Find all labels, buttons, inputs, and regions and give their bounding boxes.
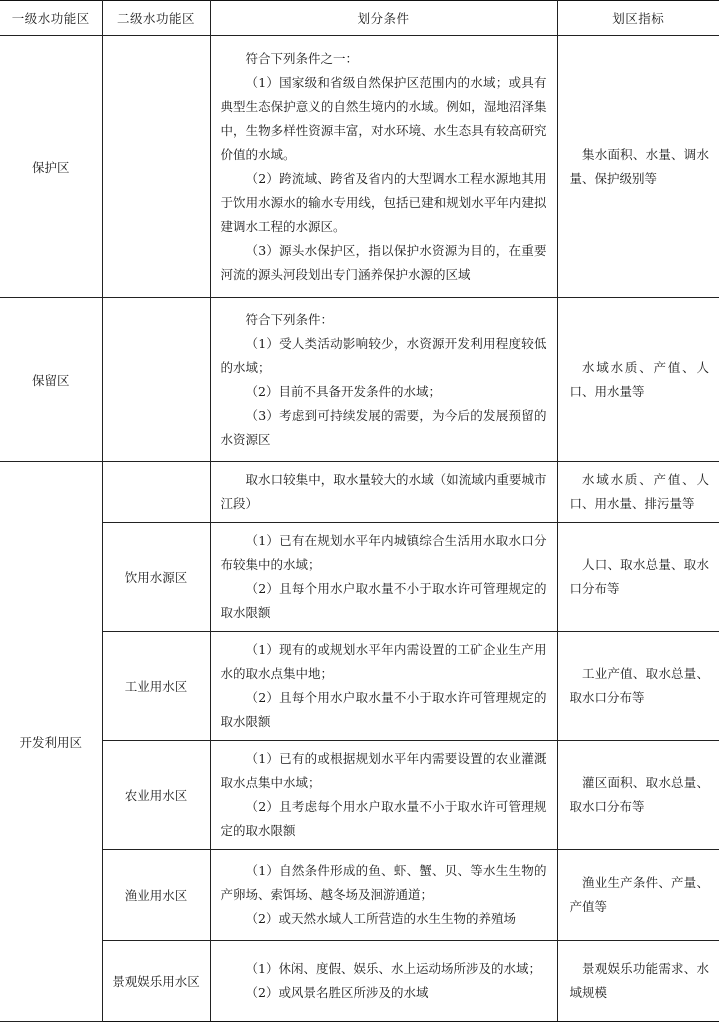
condition-text: （1）现有的或规划水平年内需设置的工矿企业生产用水的取水点集中地； bbox=[220, 642, 547, 681]
level2-industrial: 工业用水区 bbox=[102, 632, 210, 741]
condition-text: （1）已有的或根据规划水平年内需要设置的农业灌溉取水点集中水域； bbox=[220, 751, 547, 790]
level1-protection: 保护区 bbox=[0, 36, 102, 298]
table-row-development-general bbox=[0, 462, 719, 523]
conditions-landscape bbox=[210, 941, 557, 1022]
header-level2: 二级水功能区 bbox=[102, 1, 210, 36]
condition-text: 符合下列条件之一： bbox=[245, 50, 359, 66]
level2-landscape: 景观娱乐用水区 bbox=[102, 941, 210, 1022]
condition-text: （2）跨流域、跨省及省内的大型调水工程水源地其用于饮用水源水的输水专用线，包括已建和规划水平年内建拟建调水工程的水源区。 bbox=[220, 170, 547, 234]
condition-text: 取水口较集中，取水量较大的水域（如流域内重要城市江段） bbox=[220, 472, 547, 511]
condition-text: （1）国家级和省级自然保护区范围内的水域；或具有典型生态保护意义的自然生境内的水域。例如，湿地沼泽集中，生物多样性资源丰富，对水环境、水生态具有较高研究价值的水域。 bbox=[220, 74, 547, 162]
conditions-reserve bbox=[210, 298, 557, 462]
header-indicators: 划区指标 bbox=[557, 1, 719, 36]
table-row-landscape bbox=[0, 941, 719, 1022]
indicators-drinking bbox=[557, 523, 719, 632]
condition-text: 符合下列条件： bbox=[245, 311, 334, 327]
indicator-text: 灌区面积、取水总量、取水口分布等 bbox=[569, 775, 709, 814]
conditions-industrial bbox=[210, 632, 557, 741]
indicator-text: 集水面积、水量、调水量、保护级别等 bbox=[569, 146, 709, 186]
indicators-industrial bbox=[557, 632, 719, 741]
indicators-agricultural bbox=[557, 741, 719, 850]
indicator-text: 景观娱乐功能需求、水域规模 bbox=[569, 961, 709, 1000]
conditions-fishery bbox=[210, 850, 557, 941]
table-row-agricultural bbox=[0, 741, 719, 850]
condition-text: （1）已有在规划水平年内城镇综合生活用水取水口分布较集中的水域； bbox=[220, 533, 547, 572]
condition-text: （3）考虑到可持续发展的需要，为今后的发展预留的水资源区 bbox=[220, 407, 547, 447]
level2-reserve bbox=[102, 298, 210, 462]
header-level1: 一级水功能区 bbox=[0, 1, 102, 36]
conditions-agricultural bbox=[210, 741, 557, 850]
conditions-drinking bbox=[210, 523, 557, 632]
level2-agricultural: 农业用水区 bbox=[102, 741, 210, 850]
indicator-text: 渔业生产条件、产量、产值等 bbox=[569, 875, 709, 914]
indicator-text: 工业产值、取水总量、取水口分布等 bbox=[569, 666, 709, 705]
condition-text: （1）自然条件形成的鱼、虾、蟹、贝、等水生生物的产卵场、索饵场、越冬场及洄游通道； bbox=[220, 863, 547, 902]
indicators-protection bbox=[557, 36, 719, 298]
header-row bbox=[0, 1, 719, 36]
indicators-reserve bbox=[557, 298, 719, 462]
table-row-reserve bbox=[0, 298, 719, 462]
table-row-industrial bbox=[0, 632, 719, 741]
condition-text: （2）或风景名胜区所涉及的水域 bbox=[245, 985, 429, 1000]
condition-text: （2）且每个用水户取水量不小于取水许可管理规定的取水限额 bbox=[220, 581, 547, 620]
level1-reserve: 保留区 bbox=[0, 298, 102, 462]
level1-development: 开发利用区 bbox=[0, 462, 102, 1022]
conditions-development-general bbox=[210, 462, 557, 523]
indicators-fishery bbox=[557, 850, 719, 941]
level2-development-general bbox=[102, 462, 210, 523]
level2-protection bbox=[102, 36, 210, 298]
indicator-text: 水域水质、产值、人口、用水量、排污量等 bbox=[569, 472, 709, 511]
level2-fishery: 渔业用水区 bbox=[102, 850, 210, 941]
header-conditions: 划分条件 bbox=[210, 1, 557, 36]
condition-text: （1）休闲、度假、娱乐、水上运动场所涉及的水域； bbox=[245, 961, 541, 976]
indicators-development-general bbox=[557, 462, 719, 523]
condition-text: （2）且每个用水户取水量不小于取水许可管理规定的取水限额 bbox=[220, 690, 547, 729]
level2-drinking: 饮用水源区 bbox=[102, 523, 210, 632]
condition-text: （1）受人类活动影响较少，水资源开发利用程度较低的水域； bbox=[220, 335, 547, 375]
condition-text: （2）目前不具备开发条件的水域； bbox=[245, 383, 441, 399]
indicator-text: 水域水质、产值、人口、用水量等 bbox=[569, 359, 709, 399]
table-row-drinking bbox=[0, 523, 719, 632]
conditions-protection bbox=[210, 36, 557, 298]
indicators-landscape bbox=[557, 941, 719, 1022]
condition-text: （2）或天然水域人工所营造的水生生物的养殖场 bbox=[245, 911, 516, 926]
condition-text: （2）且考虑每个用水户取水量不小于取水许可管理规定的取水限额 bbox=[220, 799, 547, 838]
table-row-fishery bbox=[0, 850, 719, 941]
table-row-protection bbox=[0, 36, 719, 298]
condition-text: （3）源头水保护区，指以保护水资源为目的，在重要河流的源头河段划出专门涵养保护水源的区域 bbox=[220, 242, 547, 282]
indicator-text: 人口、取水总量、取水口分布等 bbox=[569, 557, 709, 596]
